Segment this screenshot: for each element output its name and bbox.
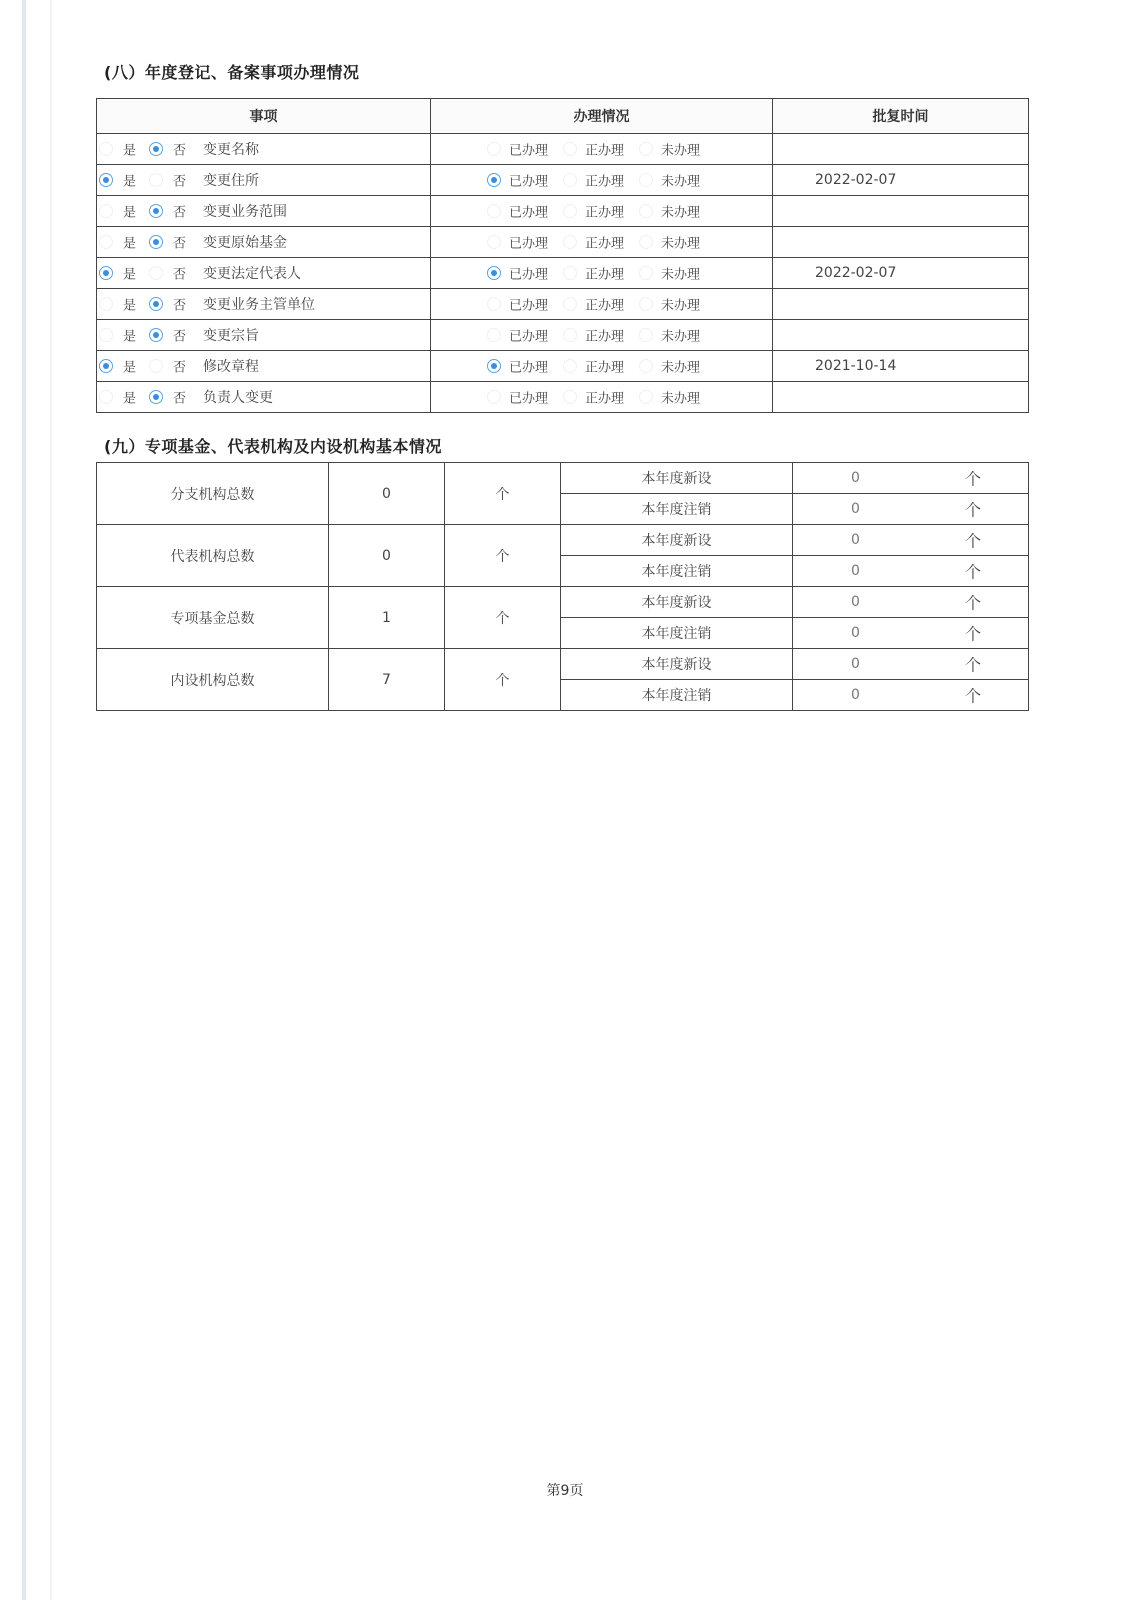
header-approval-date: 批复时间 bbox=[773, 99, 1029, 134]
unit-label: 个 bbox=[965, 593, 982, 613]
new-label: 本年度新设 bbox=[561, 463, 793, 494]
status-radio-done[interactable] bbox=[487, 235, 501, 249]
status-option-not-done: 未办理 bbox=[661, 236, 701, 252]
status-cell bbox=[431, 258, 773, 289]
yes-label: 是 bbox=[123, 329, 137, 345]
status-option-done: 已办理 bbox=[509, 329, 549, 345]
header-status: 办理情况 bbox=[431, 99, 773, 134]
yes-radio[interactable] bbox=[99, 297, 113, 311]
table-row bbox=[97, 320, 1029, 351]
status-option-in-progress: 正办理 bbox=[585, 391, 625, 407]
approval-date-cell bbox=[773, 196, 1029, 227]
approval-date-cell bbox=[773, 382, 1029, 413]
item-label: 变更法定代表人 bbox=[203, 266, 301, 282]
status-option-not-done: 未办理 bbox=[661, 174, 701, 190]
item-label: 变更名称 bbox=[203, 142, 259, 158]
status-radio-done[interactable] bbox=[487, 173, 501, 187]
status-radio-in-progress[interactable] bbox=[563, 204, 577, 218]
item-cell bbox=[97, 134, 431, 165]
table-row bbox=[97, 351, 1029, 382]
status-option-done: 已办理 bbox=[509, 143, 549, 159]
status-cell bbox=[431, 134, 773, 165]
no-radio[interactable] bbox=[149, 390, 163, 404]
status-option-in-progress: 正办理 bbox=[585, 205, 625, 221]
table-row bbox=[97, 289, 1029, 320]
new-count: 0 bbox=[851, 532, 860, 548]
new-count-cell bbox=[793, 649, 1029, 680]
status-option-not-done: 未办理 bbox=[661, 360, 701, 376]
table-row bbox=[97, 227, 1029, 258]
unit-label: 个 bbox=[445, 463, 561, 525]
status-radio-in-progress[interactable] bbox=[563, 266, 577, 280]
status-option-done: 已办理 bbox=[509, 236, 549, 252]
status-radio-in-progress[interactable] bbox=[563, 297, 577, 311]
approval-date-cell bbox=[773, 258, 1029, 289]
status-option-done: 已办理 bbox=[509, 360, 549, 376]
cancel-count-cell bbox=[793, 680, 1029, 711]
status-radio-done[interactable] bbox=[487, 297, 501, 311]
status-radio-not-done[interactable] bbox=[639, 359, 653, 373]
status-option-done: 已办理 bbox=[509, 267, 549, 283]
status-radio-not-done[interactable] bbox=[639, 390, 653, 404]
status-radio-not-done[interactable] bbox=[639, 266, 653, 280]
status-radio-in-progress[interactable] bbox=[563, 359, 577, 373]
yes-label: 是 bbox=[123, 267, 137, 283]
table-row bbox=[97, 165, 1029, 196]
yes-radio[interactable] bbox=[99, 328, 113, 342]
cancel-count: 0 bbox=[851, 563, 860, 579]
section-9-title: (九）专项基金、代表机构及内设机构基本情况 bbox=[104, 437, 442, 456]
unit-label: 个 bbox=[965, 531, 982, 551]
status-option-in-progress: 正办理 bbox=[585, 174, 625, 190]
status-option-not-done: 未办理 bbox=[661, 205, 701, 221]
cancel-count-cell bbox=[793, 494, 1029, 525]
section-8-title: (八）年度登记、备案事项办理情况 bbox=[104, 63, 360, 82]
status-option-not-done: 未办理 bbox=[661, 143, 701, 159]
unit-label: 个 bbox=[965, 624, 982, 644]
status-cell bbox=[431, 351, 773, 382]
item-label: 变更住所 bbox=[203, 173, 259, 189]
yes-label: 是 bbox=[123, 391, 137, 407]
status-option-in-progress: 正办理 bbox=[585, 329, 625, 345]
no-radio[interactable] bbox=[149, 204, 163, 218]
cancel-count-cell bbox=[793, 556, 1029, 587]
new-count-cell bbox=[793, 463, 1029, 494]
status-radio-done[interactable] bbox=[487, 359, 501, 373]
item-cell bbox=[97, 351, 431, 382]
no-label: 否 bbox=[173, 205, 187, 221]
institution-name: 代表机构总数 bbox=[97, 525, 329, 587]
yes-label: 是 bbox=[123, 174, 137, 190]
unit-label: 个 bbox=[965, 500, 982, 520]
yes-radio[interactable] bbox=[99, 266, 113, 280]
status-radio-done[interactable] bbox=[487, 266, 501, 280]
scan-edge bbox=[22, 0, 26, 1600]
institutions-table bbox=[96, 462, 1029, 711]
status-radio-done[interactable] bbox=[487, 328, 501, 342]
cancel-label: 本年度注销 bbox=[561, 494, 793, 525]
status-radio-not-done[interactable] bbox=[639, 297, 653, 311]
registration-table-header bbox=[97, 99, 1029, 134]
no-label: 否 bbox=[173, 391, 187, 407]
header-item: 事项 bbox=[97, 99, 431, 134]
status-radio-not-done[interactable] bbox=[639, 328, 653, 342]
no-radio[interactable] bbox=[149, 173, 163, 187]
item-cell bbox=[97, 196, 431, 227]
yes-radio[interactable] bbox=[99, 204, 113, 218]
status-cell bbox=[431, 196, 773, 227]
unit-label: 个 bbox=[965, 686, 982, 706]
status-cell bbox=[431, 165, 773, 196]
approval-date-cell bbox=[773, 320, 1029, 351]
status-option-done: 已办理 bbox=[509, 391, 549, 407]
no-radio[interactable] bbox=[149, 235, 163, 249]
no-label: 否 bbox=[173, 298, 187, 314]
item-cell bbox=[97, 165, 431, 196]
institution-name: 分支机构总数 bbox=[97, 463, 329, 525]
no-label: 否 bbox=[173, 360, 187, 376]
status-option-done: 已办理 bbox=[509, 174, 549, 190]
registration-table bbox=[96, 98, 1029, 413]
yes-radio[interactable] bbox=[99, 359, 113, 373]
status-option-not-done: 未办理 bbox=[661, 391, 701, 407]
table-row bbox=[97, 649, 1029, 680]
no-label: 否 bbox=[173, 174, 187, 190]
item-label: 变更业务范围 bbox=[203, 204, 287, 220]
cancel-label: 本年度注销 bbox=[561, 618, 793, 649]
yes-label: 是 bbox=[123, 298, 137, 314]
no-radio[interactable] bbox=[149, 359, 163, 373]
status-option-in-progress: 正办理 bbox=[585, 360, 625, 376]
status-radio-in-progress[interactable] bbox=[563, 173, 577, 187]
yes-label: 是 bbox=[123, 360, 137, 376]
cancel-count: 0 bbox=[851, 625, 860, 641]
unit-label: 个 bbox=[965, 655, 982, 675]
no-radio[interactable] bbox=[149, 328, 163, 342]
status-radio-in-progress[interactable] bbox=[563, 235, 577, 249]
no-label: 否 bbox=[173, 267, 187, 283]
yes-radio[interactable] bbox=[99, 142, 113, 156]
status-option-not-done: 未办理 bbox=[661, 298, 701, 314]
status-radio-not-done[interactable] bbox=[639, 173, 653, 187]
table-row bbox=[97, 258, 1029, 289]
status-radio-in-progress[interactable] bbox=[563, 142, 577, 156]
unit-label: 个 bbox=[445, 649, 561, 711]
approval-date-cell bbox=[773, 134, 1029, 165]
yes-radio[interactable] bbox=[99, 173, 113, 187]
no-label: 否 bbox=[173, 329, 187, 345]
status-radio-done[interactable] bbox=[487, 142, 501, 156]
no-radio[interactable] bbox=[149, 142, 163, 156]
cancel-count-cell bbox=[793, 618, 1029, 649]
item-label: 变更原始基金 bbox=[203, 235, 287, 251]
approval-date-cell bbox=[773, 351, 1029, 382]
status-option-done: 已办理 bbox=[509, 205, 549, 221]
unit-label: 个 bbox=[965, 469, 982, 489]
new-count: 0 bbox=[851, 594, 860, 610]
yes-radio[interactable] bbox=[99, 390, 113, 404]
item-cell bbox=[97, 227, 431, 258]
item-label: 负责人变更 bbox=[203, 390, 273, 406]
institution-total: 1 bbox=[329, 587, 445, 649]
status-option-not-done: 未办理 bbox=[661, 329, 701, 345]
status-cell bbox=[431, 289, 773, 320]
approval-date: 2021-10-14 bbox=[815, 358, 897, 374]
approval-date: 2022-02-07 bbox=[815, 172, 897, 188]
item-cell bbox=[97, 320, 431, 351]
institution-total: 0 bbox=[329, 525, 445, 587]
status-option-in-progress: 正办理 bbox=[585, 267, 625, 283]
status-radio-done[interactable] bbox=[487, 204, 501, 218]
table-row bbox=[97, 525, 1029, 556]
table-row bbox=[97, 587, 1029, 618]
new-count: 0 bbox=[851, 470, 860, 486]
no-label: 否 bbox=[173, 236, 187, 252]
status-radio-not-done[interactable] bbox=[639, 204, 653, 218]
yes-label: 是 bbox=[123, 236, 137, 252]
new-count-cell bbox=[793, 587, 1029, 618]
new-label: 本年度新设 bbox=[561, 525, 793, 556]
status-radio-done[interactable] bbox=[487, 390, 501, 404]
table-row bbox=[97, 196, 1029, 227]
cancel-count: 0 bbox=[851, 687, 860, 703]
table-row bbox=[97, 134, 1029, 165]
yes-radio[interactable] bbox=[99, 235, 113, 249]
status-option-in-progress: 正办理 bbox=[585, 143, 625, 159]
item-label: 修改章程 bbox=[203, 359, 259, 375]
status-radio-not-done[interactable] bbox=[639, 142, 653, 156]
new-label: 本年度新设 bbox=[561, 649, 793, 680]
cancel-label: 本年度注销 bbox=[561, 680, 793, 711]
page-number: 第9页 bbox=[546, 1483, 584, 1499]
status-radio-not-done[interactable] bbox=[639, 235, 653, 249]
institution-name: 专项基金总数 bbox=[97, 587, 329, 649]
unit-label: 个 bbox=[965, 562, 982, 582]
institution-total: 7 bbox=[329, 649, 445, 711]
cancel-count: 0 bbox=[851, 501, 860, 517]
status-cell bbox=[431, 382, 773, 413]
no-radio[interactable] bbox=[149, 266, 163, 280]
approval-date: 2022-02-07 bbox=[815, 265, 897, 281]
new-label: 本年度新设 bbox=[561, 587, 793, 618]
institution-name: 内设机构总数 bbox=[97, 649, 329, 711]
approval-date-cell bbox=[773, 165, 1029, 196]
yes-label: 是 bbox=[123, 205, 137, 221]
status-option-in-progress: 正办理 bbox=[585, 298, 625, 314]
scan-edge-inner bbox=[50, 0, 52, 1600]
institution-total: 0 bbox=[329, 463, 445, 525]
approval-date-cell bbox=[773, 227, 1029, 258]
status-radio-in-progress[interactable] bbox=[563, 390, 577, 404]
item-label: 变更业务主管单位 bbox=[203, 297, 315, 313]
cancel-label: 本年度注销 bbox=[561, 556, 793, 587]
unit-label: 个 bbox=[445, 587, 561, 649]
unit-label: 个 bbox=[445, 525, 561, 587]
status-cell bbox=[431, 227, 773, 258]
status-option-in-progress: 正办理 bbox=[585, 236, 625, 252]
item-cell bbox=[97, 382, 431, 413]
status-radio-in-progress[interactable] bbox=[563, 328, 577, 342]
status-option-done: 已办理 bbox=[509, 298, 549, 314]
approval-date-cell bbox=[773, 289, 1029, 320]
item-cell bbox=[97, 289, 431, 320]
status-cell bbox=[431, 320, 773, 351]
no-label: 否 bbox=[173, 143, 187, 159]
table-row bbox=[97, 463, 1029, 494]
no-radio[interactable] bbox=[149, 297, 163, 311]
item-cell bbox=[97, 258, 431, 289]
new-count: 0 bbox=[851, 656, 860, 672]
status-option-not-done: 未办理 bbox=[661, 267, 701, 283]
new-count-cell bbox=[793, 525, 1029, 556]
item-label: 变更宗旨 bbox=[203, 328, 259, 344]
yes-label: 是 bbox=[123, 143, 137, 159]
table-row bbox=[97, 382, 1029, 413]
